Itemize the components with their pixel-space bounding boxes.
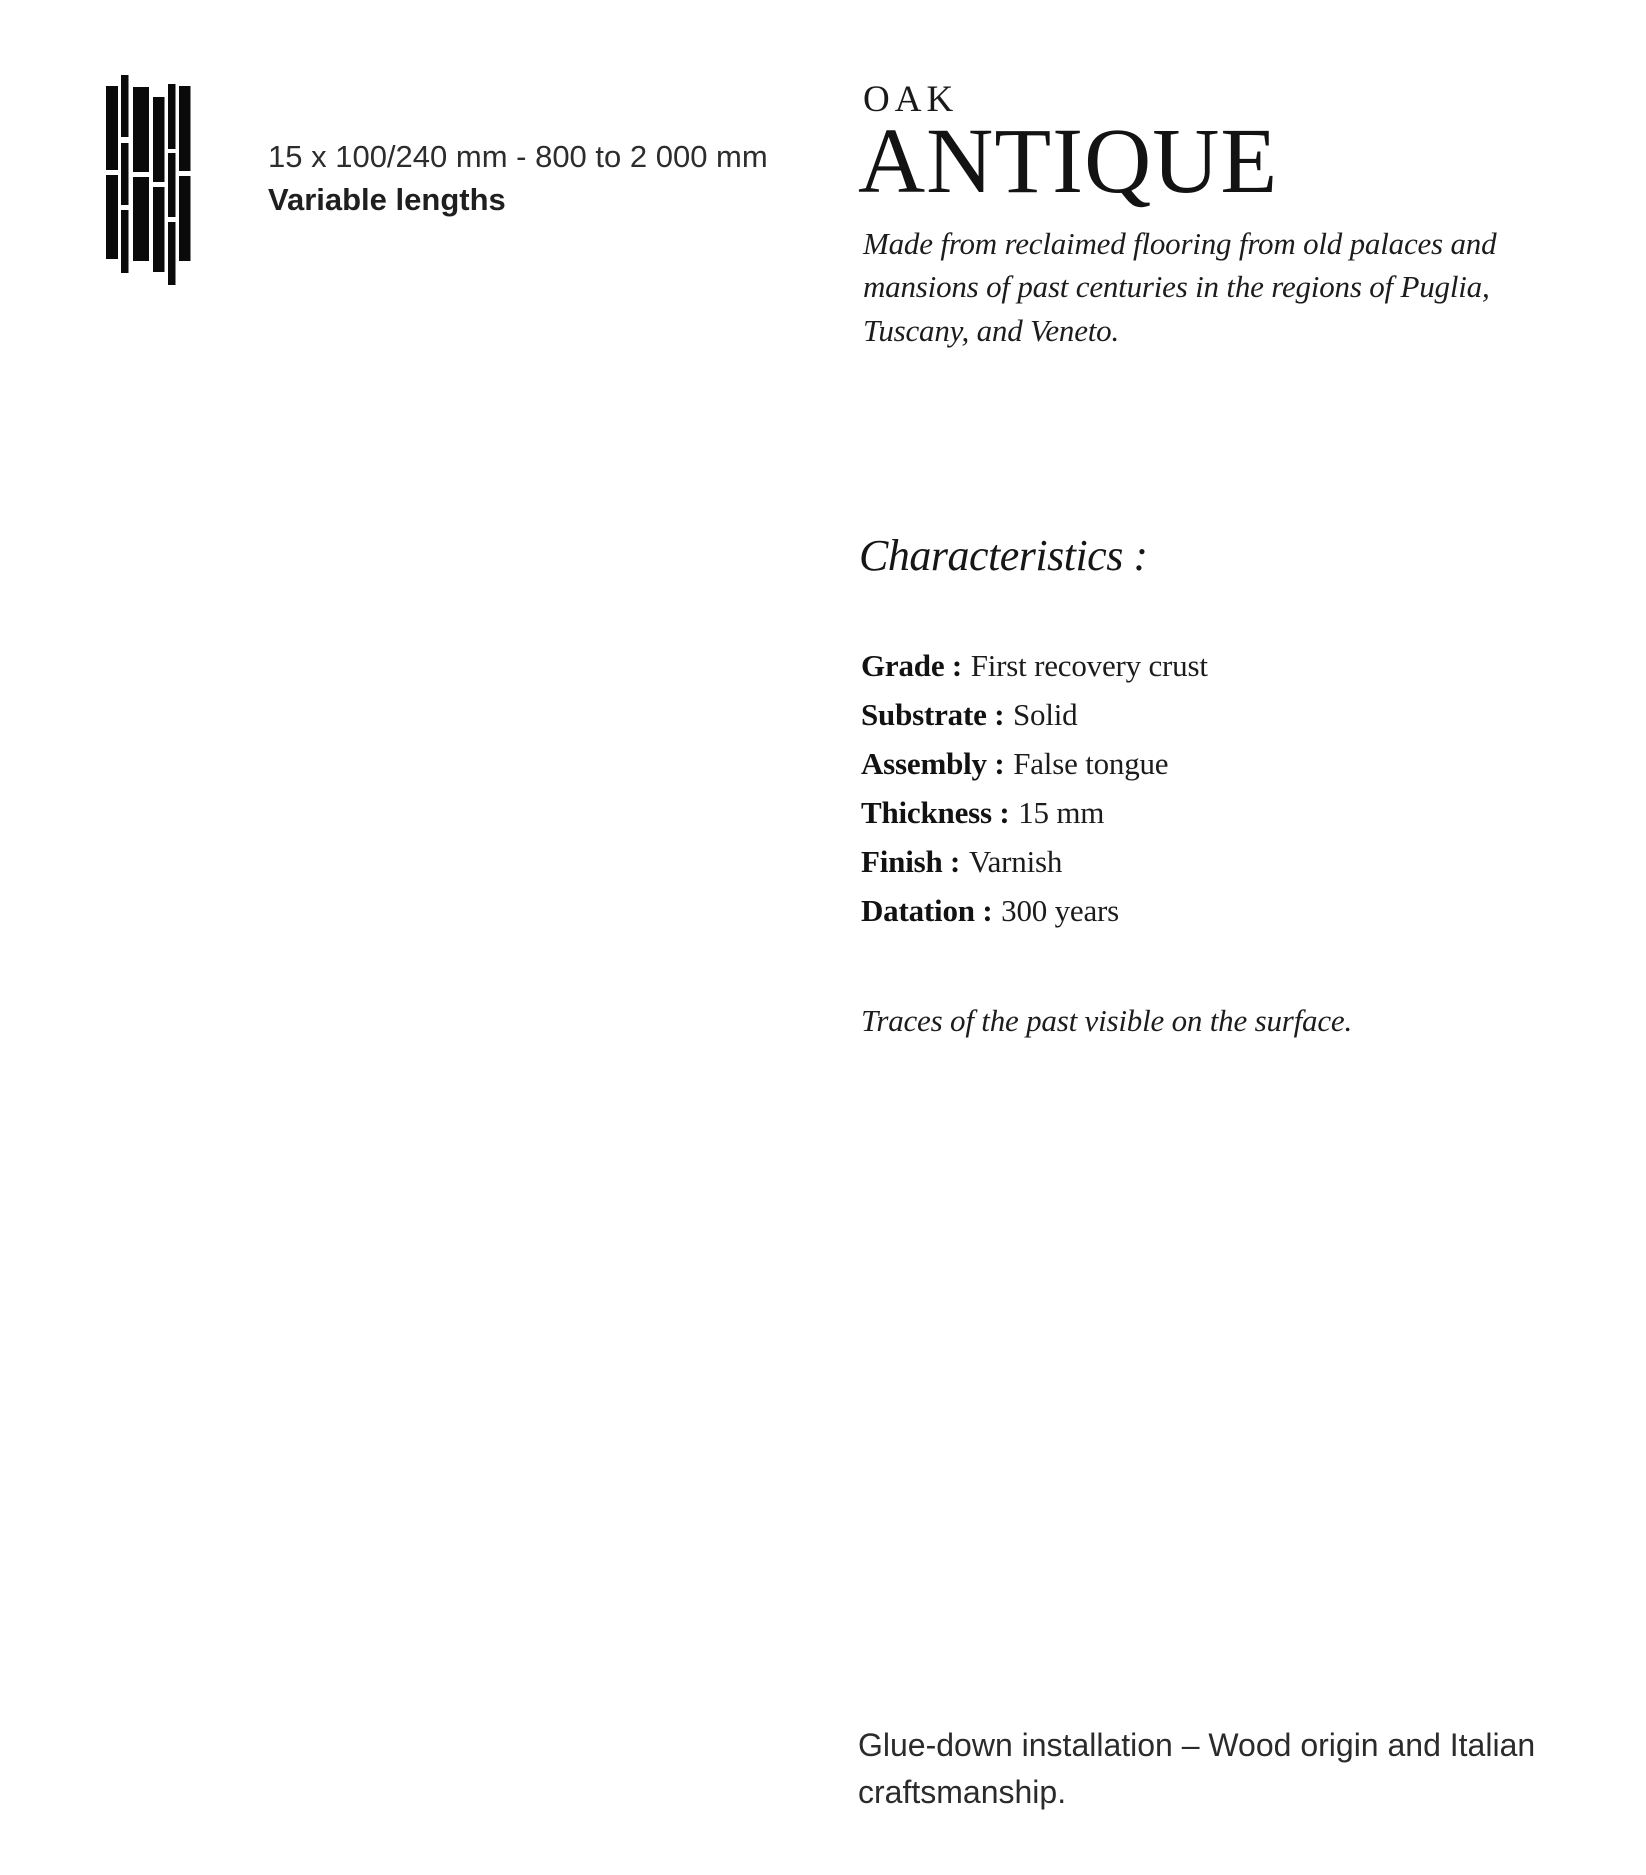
spec-value: 15 mm xyxy=(1018,795,1105,830)
spec-row-datation xyxy=(861,886,1208,935)
spec-row-finish xyxy=(861,837,1208,886)
variable-lengths-note: Variable lengths xyxy=(268,182,506,217)
installation-note-line: Glue-down installation – Wood origin and Italian xyxy=(858,1727,1536,1763)
spec-value: False tongue xyxy=(1013,746,1169,781)
spec-label: Grade : xyxy=(861,648,963,683)
spec-value: Solid xyxy=(1013,697,1078,732)
format-dimensions: 15 x 100/240 mm - 800 to 2 000 mm xyxy=(268,139,768,174)
spec-label: Assembly : xyxy=(861,746,1005,781)
format-block xyxy=(268,135,768,221)
plank-pattern-logo-icon xyxy=(105,73,191,286)
spec-label: Thickness : xyxy=(861,795,1010,830)
characteristics-list xyxy=(861,641,1208,935)
plank-pattern-logo xyxy=(105,73,191,286)
product-category: OAK xyxy=(863,79,959,120)
spec-value: First recovery crust xyxy=(970,648,1208,683)
spec-value: Varnish xyxy=(968,844,1063,879)
spec-label: Datation : xyxy=(861,893,993,928)
product-name: ANTIQUE xyxy=(858,110,1279,213)
description-line: mansions of past centuries in the regions of Puglia, xyxy=(863,269,1490,305)
surface-note: Traces of the past visible on the surface. xyxy=(861,1003,1352,1038)
spec-value: 300 years xyxy=(1001,893,1119,928)
spec-row-thickness xyxy=(861,788,1208,837)
description-line: Made from reclaimed flooring from old palaces and xyxy=(863,226,1497,261)
spec-label: Substrate : xyxy=(861,697,1005,732)
spec-row-assembly xyxy=(861,739,1208,788)
product-description xyxy=(863,222,1496,352)
installation-note-line: craftsmanship. xyxy=(858,1774,1067,1810)
spec-row-substrate xyxy=(861,690,1208,739)
characteristics-heading: Characteristics : xyxy=(859,531,1148,580)
spec-row-grade xyxy=(861,641,1208,690)
spec-label: Finish : xyxy=(861,844,961,879)
installation-note xyxy=(858,1722,1535,1816)
description-line: Tuscany, and Veneto. xyxy=(863,312,1120,348)
